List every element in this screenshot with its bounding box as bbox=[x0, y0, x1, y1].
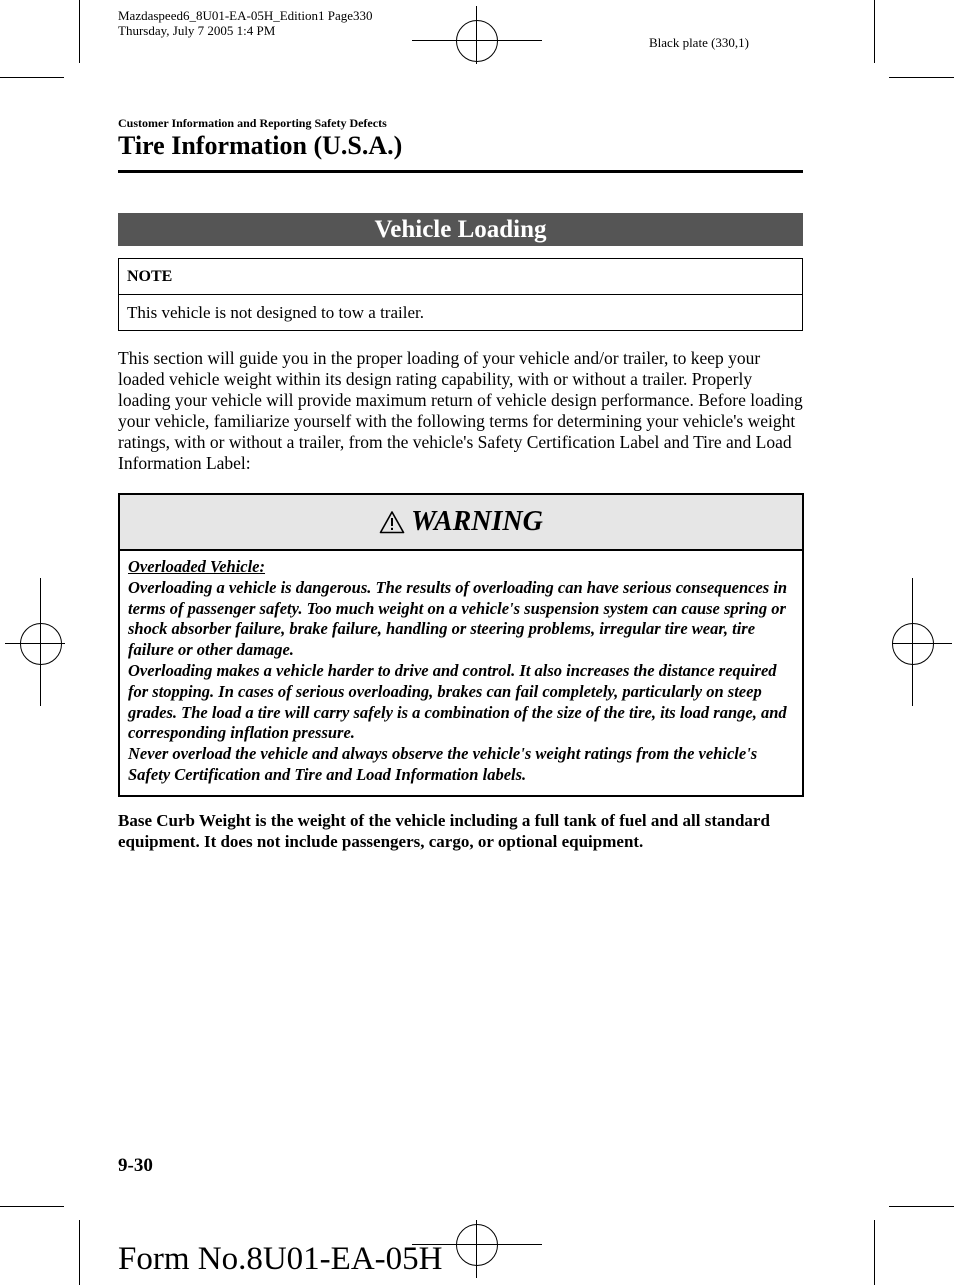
warning-subhead: Overloaded Vehicle: bbox=[128, 557, 266, 576]
subsection-heading: Vehicle Loading bbox=[118, 213, 803, 246]
registration-circle bbox=[456, 20, 498, 62]
slug-date-line: Thursday, July 7 2005 1:4 PM bbox=[118, 23, 276, 38]
crop-mark bbox=[79, 1220, 80, 1285]
page-title: Tire Information (U.S.A.) bbox=[118, 131, 403, 160]
warning-paragraph-2: Overloading makes a vehicle harder to drive and control. It also increases the distance required for stopping. In cases of serious overloading, brakes can fail completely, particularly on steep grades. The load a tire will carry safely is a combination of the size of the tire, its load range, and corresponding inflation pressure. bbox=[128, 660, 787, 743]
section-label: Customer Information and Reporting Safety Defects bbox=[118, 116, 387, 130]
crop-mark bbox=[889, 1206, 954, 1207]
warning-triangle-icon bbox=[379, 510, 405, 534]
crop-mark bbox=[79, 0, 80, 63]
title-rule bbox=[118, 170, 803, 173]
note-text: This vehicle is not designed to tow a trailer. bbox=[127, 303, 424, 322]
form-number: Form No.8U01-EA-05H bbox=[118, 1241, 443, 1277]
plate-label: Black plate (330,1) bbox=[649, 35, 749, 50]
print-slug bbox=[118, 8, 373, 38]
crop-mark bbox=[874, 0, 875, 63]
slug-file-line: Mazdaspeed6_8U01-EA-05H_Edition1 Page330 bbox=[118, 8, 373, 23]
warning-body bbox=[120, 551, 802, 795]
crop-mark bbox=[0, 1206, 64, 1207]
crop-mark bbox=[889, 77, 954, 78]
page-number: 9-30 bbox=[118, 1155, 153, 1176]
curb-weight-definition: Base Curb Weight is the weight of the vehicle including a full tank of fuel and all standard equipment. It does not include passengers, cargo, or optional equipment. bbox=[118, 811, 770, 851]
registration-circle bbox=[892, 623, 934, 665]
crop-mark bbox=[0, 77, 64, 78]
note-label: NOTE bbox=[119, 259, 802, 295]
registration-circle bbox=[20, 623, 62, 665]
crop-mark bbox=[874, 1220, 875, 1285]
note-box bbox=[118, 258, 803, 331]
warning-title: WARNING bbox=[411, 506, 543, 537]
warning-box bbox=[118, 493, 804, 797]
intro-paragraph: This section will guide you in the proper loading of your vehicle and/or trailer, to keep your loaded vehicle weight within its design rating capability, with or without a trailer. Properly loading your vehicle will provide maximum return of vehicle design performance. Before loading your vehicle, familiarize yourself with the following terms for determining your vehicle's weight ratings, with or without a trailer, from the vehicle's Safety Certification Label and Tire and Load Information Label: bbox=[118, 348, 803, 473]
warning-header bbox=[120, 495, 802, 551]
registration-circle bbox=[456, 1224, 498, 1266]
warning-paragraph-1: Overloading a vehicle is dangerous. The results of overloading can have serious consequences in terms of passenger safety. Too much weight on a vehicle's suspension system can cause spring or shock absorber failure, brake failure, handling or steering problems, irregular tire wear, tire failure or other damage. bbox=[128, 577, 788, 660]
warning-paragraph-3: Never overload the vehicle and always observe the vehicle's weight ratings from the vehicle's Safety Certification and Tire and Load Information labels. bbox=[128, 744, 758, 784]
